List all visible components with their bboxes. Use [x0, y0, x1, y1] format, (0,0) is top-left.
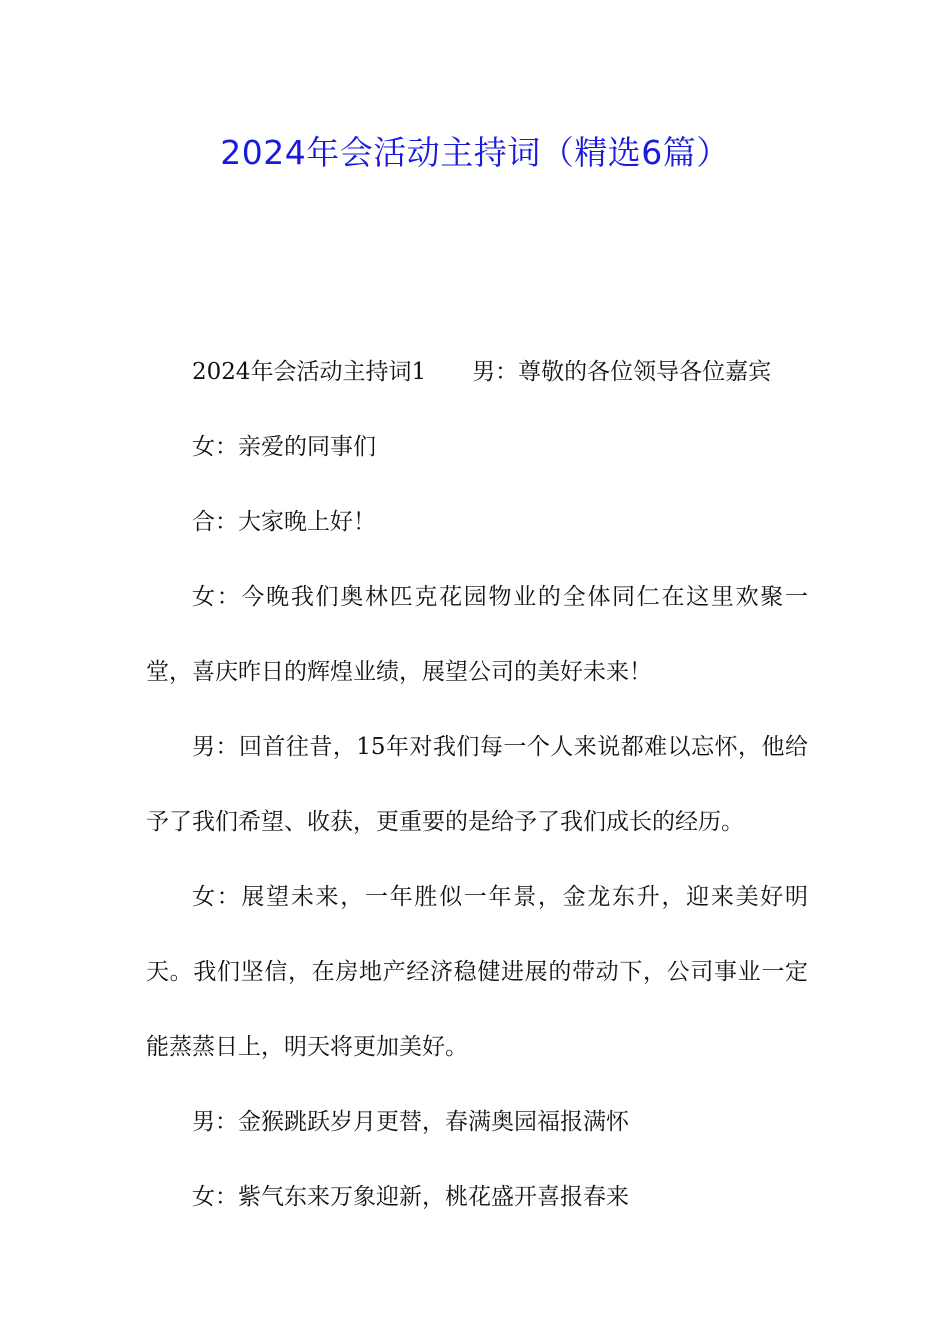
- paragraph-8: 女：紫气东来万象迎新，桃花盛开喜报春来: [192, 1184, 629, 1210]
- paragraph-3: 合：大家晚上好！: [192, 509, 376, 535]
- paragraph-4: 女：今晚我们奥林匹克花园物业的全体同仁在这里欢聚一堂，喜庆昨日的辉煌业绩，展望公司的美好未来！: [146, 584, 808, 685]
- paragraph-7: 男：金猴跳跃岁月更替，春满奥园福报满怀: [192, 1109, 629, 1135]
- document-body: [146, 335, 808, 1235]
- paragraph-1-text: 男：尊敬的各位领导各位嘉宾: [472, 359, 772, 385]
- paragraph-5: 男：回首往昔，15年对我们每一个人来说都难以忘怀，他给予了我们希望、收获，更重要的是给予了我们成长的经历。: [146, 734, 808, 835]
- paragraph-6: 女：展望未来，一年胜似一年景，金龙东升，迎来美好明天。我们坚信，在房地产经济稳健进展的带动下，公司事业一定能蒸蒸日上，明天将更加美好。: [146, 884, 808, 1060]
- paragraph-1: [146, 335, 808, 410]
- document-title: 2024年会活动主持词（精选6篇）: [220, 133, 730, 172]
- section-heading: 2024年会活动主持词1: [192, 359, 427, 385]
- paragraph-2: 女：亲爱的同事们: [192, 434, 376, 460]
